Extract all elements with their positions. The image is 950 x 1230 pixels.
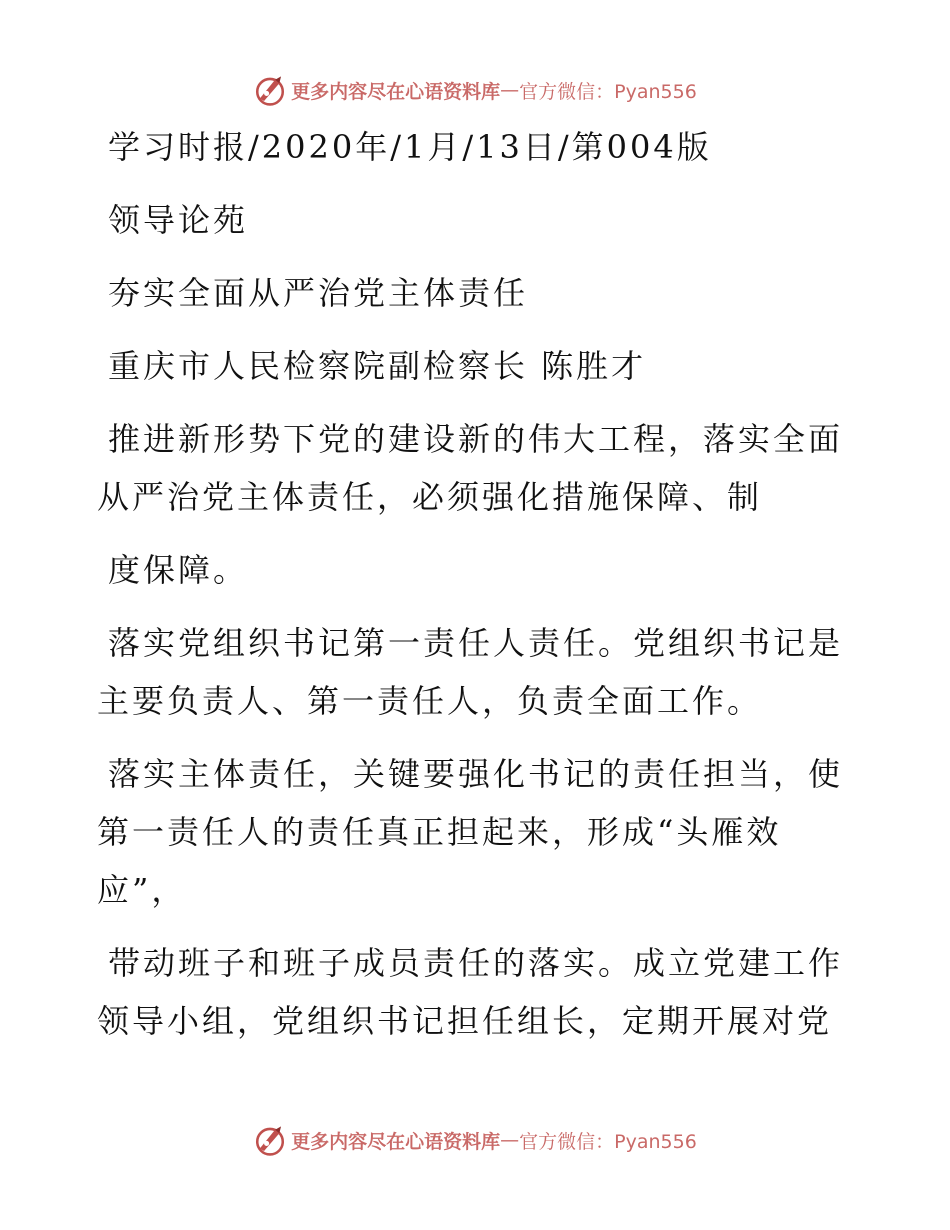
paragraph-gap bbox=[97, 322, 837, 337]
footer-watermark bbox=[0, 1120, 950, 1160]
paragraph-gap bbox=[97, 526, 837, 541]
text-line: 度保障。 bbox=[108, 551, 249, 589]
watermark-separator: — bbox=[500, 79, 520, 101]
text-line: 应”， bbox=[97, 871, 187, 909]
paragraph-gap bbox=[97, 730, 837, 745]
watermark-separator: — bbox=[500, 1129, 520, 1151]
document-body bbox=[97, 118, 844, 1050]
text-line: 主要负责人、第一责任人，负责全面工作。 bbox=[97, 682, 763, 720]
watermark-wechat: 官方微信：Pyan556 bbox=[519, 1130, 697, 1153]
text-line: 落实党组织书记第一责任人责任。党组织书记是 bbox=[108, 624, 844, 662]
paragraph-gap bbox=[97, 599, 837, 614]
text-line: 第一责任人的责任真正担起来，形成“头雁效 bbox=[97, 813, 782, 851]
text-line: 夯实全面从严治党主体责任 bbox=[108, 274, 529, 312]
pen-logo-icon bbox=[253, 1123, 287, 1157]
header-watermark bbox=[0, 70, 950, 110]
paragraph-gap bbox=[97, 249, 837, 264]
text-line: 学习时报/2020年/1月/13日/第004版 bbox=[108, 128, 712, 166]
watermark-text: 更多内容尽在心语资料库 bbox=[291, 1130, 501, 1153]
text-line: 领导小组，党组织书记担任组长，定期开展对党 bbox=[97, 1002, 833, 1040]
watermark-text: 更多内容尽在心语资料库 bbox=[291, 80, 501, 103]
paragraph-gap bbox=[97, 919, 837, 934]
text-line: 重庆市人民检察院副检察长 陈胜才 bbox=[108, 347, 647, 385]
text-line: 领导论苑 bbox=[108, 201, 249, 239]
text-line: 落实主体责任，关键要强化书记的责任担当，使 bbox=[108, 755, 844, 793]
pen-logo-icon bbox=[253, 73, 287, 107]
text-line: 推进新形势下党的建设新的伟大工程，落实全面 bbox=[108, 420, 844, 458]
paragraph-gap bbox=[97, 176, 837, 191]
text-line: 从严治党主体责任，必须强化措施保障、制 bbox=[97, 478, 763, 516]
watermark-wechat: 官方微信：Pyan556 bbox=[519, 80, 697, 103]
text-line: 带动班子和班子成员责任的落实。成立党建工作 bbox=[108, 944, 844, 982]
paragraph-gap bbox=[97, 395, 837, 410]
